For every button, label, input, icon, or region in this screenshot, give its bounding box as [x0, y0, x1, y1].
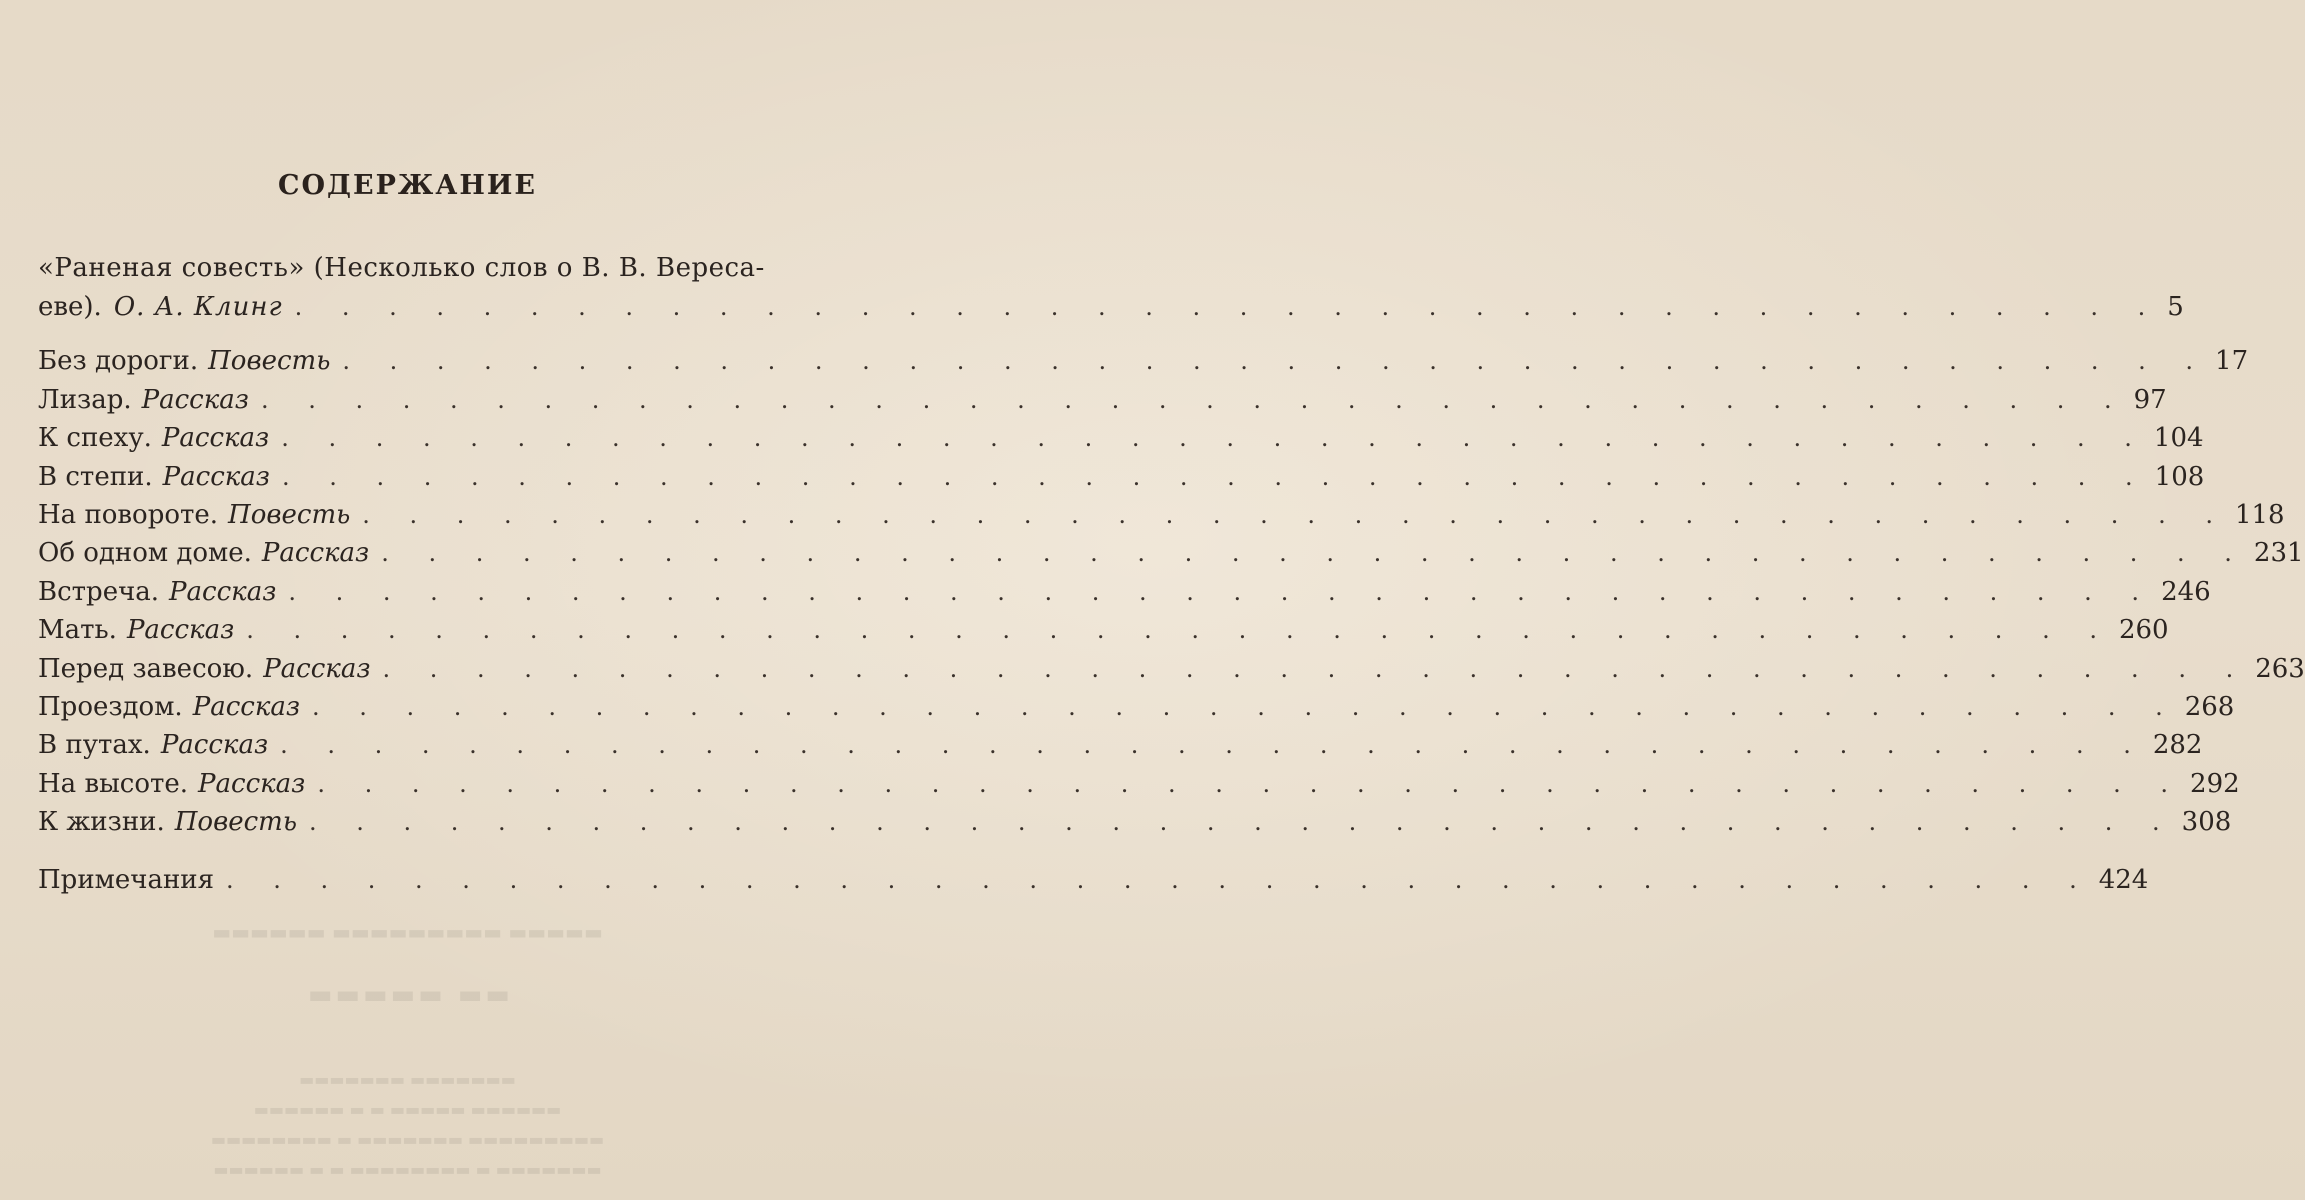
- toc-entry: [38, 573, 2211, 611]
- dot-leader: . . . . . . . . . . . . . . . . . . . . . . . . . . . . . . . . . . . . . . . .: [362, 500, 2229, 529]
- toc-entry: [38, 611, 2169, 649]
- dot-leader: . . . . . . . . . . . . . . . . . . . . . . . . . . . . . . . . . . . . . . . .: [342, 347, 2210, 376]
- entry-title: К жизни.: [38, 807, 165, 838]
- bleed-through-texture: ▬▬▬▬▬▬ ▬▬▬▬▬ ▬ ▬ ▬▬▬▬▬▬: [253, 1100, 562, 1119]
- entry-page: 268: [2184, 691, 2235, 722]
- dot-leader: . . . . . . . . . . . . . . . . . . . . . . . . . . . . . . . . . . . . . . . .: [281, 462, 2149, 491]
- dot-leader: . . . . . . . . . . . . . . . . . . . . . . . . . . . . . . . . . . . . . . . .: [288, 577, 2156, 606]
- notes-page: 424: [2098, 865, 2149, 896]
- toc-entry: [38, 726, 2203, 764]
- entry-page: 118: [2234, 499, 2285, 530]
- entry-page: 231: [2253, 538, 2304, 569]
- entry-page: 17: [2215, 346, 2249, 377]
- dot-leader: . . . . . . . . . . . . . . . . . . . . . . . . . . . . . . . . . . . . . . . .: [381, 539, 2248, 568]
- page-title: СОДЕРЖАНИЕ: [278, 170, 537, 201]
- toc-entries: [38, 342, 2305, 841]
- dot-leader: . . . . . . . . . . . . . . . . . . . . . . . . . . . . . . . . . . . . . . . .: [382, 654, 2250, 683]
- intro-entry-page: 5: [2167, 292, 2184, 322]
- dot-leader: . . . . . . . . . . . . . . . . . . . . . . . . . . . . . . . . . . . . . . . .: [226, 866, 2093, 895]
- entry-genre: Рассказ: [126, 615, 235, 646]
- toc-entry: [38, 342, 2249, 380]
- dot-leader: . . . . . . . . . . . . . . . . . . . . . . . . . . . . . . . . . . . . . . . .: [317, 769, 2185, 798]
- entry-genre: Рассказ: [160, 730, 269, 761]
- table-of-contents: [38, 248, 2305, 900]
- entry-page: 104: [2153, 423, 2204, 454]
- dot-leader: . . . . . . . . . . . . . . . . . . . . . . . . . . . . . . . . . . . . . . . .: [308, 808, 2176, 837]
- entry-page: 263: [2255, 653, 2305, 684]
- entry-genre: Рассказ: [198, 768, 306, 799]
- entry-title: Лизар.: [38, 384, 132, 415]
- entry-genre: Рассказ: [169, 576, 277, 607]
- toc-entry: [38, 419, 2204, 457]
- dot-leader: . . . . . . . . . . . . . . . . . . . . . . . . . . . . . . . . . . . . . . . .: [246, 616, 2113, 645]
- entry-genre: Рассказ: [161, 423, 270, 454]
- entry-title: На повороте.: [38, 499, 219, 530]
- entry-title: К спеху.: [38, 423, 152, 454]
- entry-page: 282: [2152, 730, 2203, 761]
- toc-entry: [38, 496, 2285, 534]
- bleed-through-texture: ▬▬▬▬▬▬▬ ▬▬▬▬▬▬▬: [299, 1070, 516, 1089]
- entry-page: 108: [2154, 461, 2205, 492]
- entry-title: В степи.: [38, 461, 153, 492]
- entry-genre: Рассказ: [261, 538, 370, 569]
- dot-leader: . . . . . . . . . . . . . . . . . . . . . . . . . . . . . . . . . . . . . . . .: [280, 731, 2147, 760]
- entry-genre: Рассказ: [141, 384, 249, 415]
- intro-entry-author: О. А. Клинг: [113, 292, 283, 322]
- entry-page: 246: [2161, 576, 2211, 607]
- bleed-through-texture: ▬▬▬▬▬ ▬▬▬▬▬▬▬▬▬ ▬▬▬▬▬▬: [212, 920, 603, 944]
- entry-title: Проездом.: [38, 691, 183, 722]
- entry-title: На высоте.: [38, 768, 189, 799]
- dot-leader: . . . . . . . . . . . . . . . . . . . . . . . . . . . . . . . . . . . . . . . .: [294, 293, 2162, 321]
- entry-page: 308: [2181, 807, 2232, 838]
- notes-title: Примечания: [38, 865, 215, 896]
- toc-entry: [38, 803, 2232, 841]
- dot-leader: . . . . . . . . . . . . . . . . . . . . . . . . . . . . . . . . . . . . . . . .: [312, 692, 2179, 721]
- toc-entry: [38, 534, 2304, 572]
- toc-entry: [38, 458, 2205, 496]
- toc-entry-notes: [38, 861, 2149, 899]
- entry-genre: Рассказ: [162, 461, 270, 492]
- toc-entry: [38, 765, 2240, 803]
- entry-page: 292: [2190, 768, 2240, 799]
- entry-genre: Рассказ: [263, 653, 371, 684]
- entry-genre: Рассказ: [192, 691, 301, 722]
- intro-entry-line1: «Раненая совесть» (Несколько слов о В. В. Вереса-: [38, 253, 765, 283]
- entry-title: В путах.: [38, 730, 151, 761]
- intro-entry-text: еве).: [38, 292, 102, 322]
- entry-title: Мать.: [38, 615, 117, 646]
- toc-entry: [38, 650, 2305, 688]
- dot-leader: . . . . . . . . . . . . . . . . . . . . . . . . . . . . . . . . . . . . . . . .: [260, 385, 2128, 414]
- toc-entry: [38, 381, 2167, 419]
- entry-genre: Повесть: [228, 499, 351, 530]
- dot-leader: . . . . . . . . . . . . . . . . . . . . . . . . . . . . . . . . . . . . . . . .: [281, 424, 2148, 453]
- entry-title: Перед завесою.: [38, 653, 254, 684]
- toc-entry: [38, 688, 2235, 726]
- intro-entry-line2: [38, 288, 2184, 326]
- entry-genre: Повесть: [208, 346, 331, 377]
- entry-page: 97: [2133, 384, 2167, 415]
- entry-title: Об одном доме.: [38, 538, 252, 569]
- entry-title: Без дороги.: [38, 346, 199, 377]
- entry-title: Встреча.: [38, 576, 160, 607]
- bleed-through-texture: ▬▬▬▬▬▬▬▬▬ ▬▬▬▬▬▬▬ ▬ ▬▬▬▬▬▬▬▬: [210, 1130, 605, 1149]
- bleed-through-texture: ▬▬ ▬▬▬▬▬: [305, 980, 511, 1010]
- entry-genre: Повесть: [174, 807, 297, 838]
- entry-page: 260: [2118, 615, 2169, 646]
- bleed-through-texture: ▬▬▬▬▬▬▬ ▬ ▬▬▬▬▬▬▬▬ ▬ ▬ ▬▬▬▬▬▬: [213, 1160, 602, 1179]
